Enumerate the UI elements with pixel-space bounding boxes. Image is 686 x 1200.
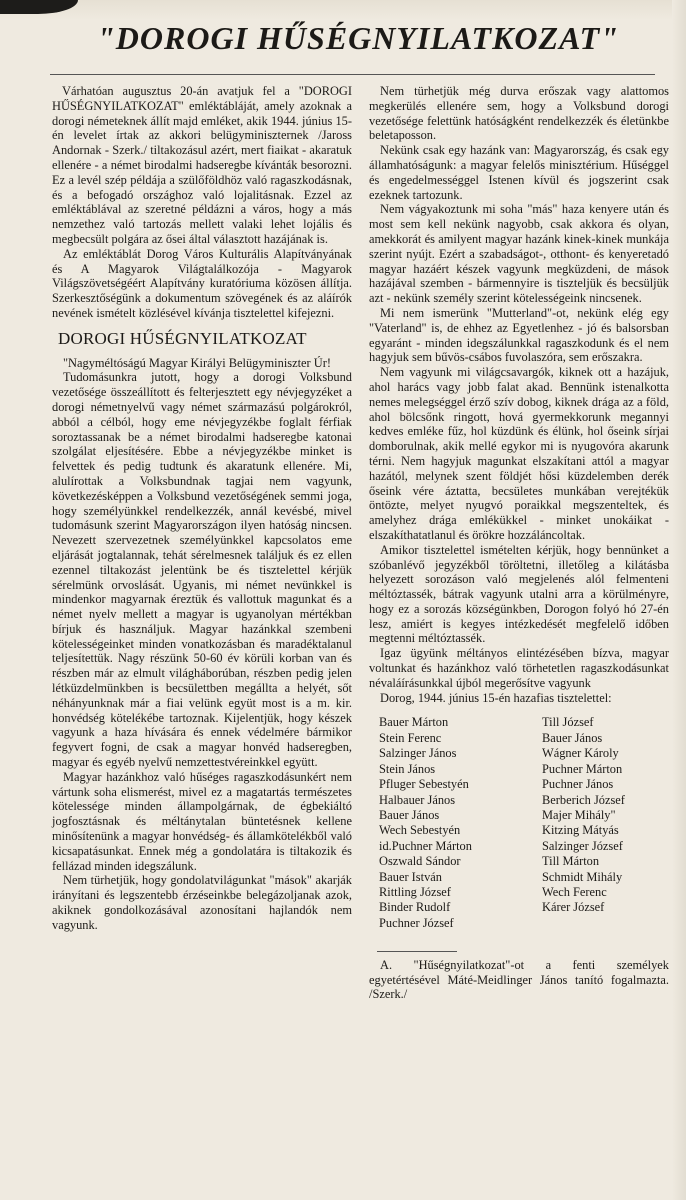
signatory-name: Wech Ferenc: [542, 884, 607, 899]
signatory-name: Bauer Márton: [379, 715, 449, 730]
footnote-rule: [377, 951, 457, 952]
signatory-name: Rittling József: [379, 884, 451, 899]
signatory-name: Kárer József: [542, 900, 605, 915]
left-column: [52, 84, 352, 933]
letter-closing: Dorog, 1944. június 15-én hazafias tisztelettel:: [380, 690, 612, 705]
signatory-list: [379, 715, 669, 931]
letter-paragraph: Amikor tisztelettel ismételten kérjük, hogy bennünket a szóbanlévő jegyzékből töröltetni, illetőleg a kilátásba helyezett sorozáson való megjelenés alól felmenteni méltóztassék, bátrak vagyunk utalni arra a körülményre, hogy ez a sorozás községünkben, Dorogon folyó hó 27-én lesz, amiért is kegyes intézkedését megfelelő időben megtenni méltóztassék.: [369, 542, 669, 646]
letter-paragraph: Igaz ügyünk méltányos elintézésében bízva, magyar voltunkat és hazánkhoz való törhetetlen ragaszkodásunkat névaláírásunkkal újból megerősítve vagyunk: [369, 646, 669, 690]
signatory-name: Kitzing Mátyás: [542, 823, 619, 838]
signatory-name: Wech Sebestyén: [379, 823, 461, 838]
signatory-name: Puchner József: [379, 915, 454, 930]
signatory-name: Stein Ferenc: [379, 730, 442, 745]
letter-paragraph: Nem türhetjük még durva erőszak vagy alattomos megkerülés ellenére sem, hogy a Volksbund dorogi vezetősége felettünk hatóságként rendelkezzék és életünkbe beletaposson.: [369, 84, 669, 143]
signatory-column-right: [542, 715, 686, 931]
signatory-name: Oszwald Sándor: [379, 854, 461, 869]
signatory-name: Bauer János: [542, 730, 603, 745]
letter-paragraph: Tudomásunkra jutott, hogy a dorogi Volksbund vezetősége összeállított és felterjesztett egy névjegyzéket a dorogi németnyelvű vagy német származású polgárokról, abból a célból, hogy eme névjegyzékbe foglalt férfiak soroztassanak be a német birodalmi hadseregbe katonai szolgálat eljesítésére. Ebbe a névjegyzékbe minket is felvettek és pedig tudtunk és akaratunk ellenére. Mi, alulírottak a Volksbundnak tagjai nem vagyunk, következésképpen a Volksbund vezetőségének semmi joga, hogy személyünkkel rendelkezzék, annál kevésbé, mivel tudomásunk szerint Magyarországon ilyen hatóság nincsen. Nevezett szervezetnek személyünkkel kapcsolatos eme eljárását jogtalannak, tehát sérelmesnek találjuk és ez ellen ezennel tiltakozást jelentünk be és tisztelettel kérjük sérelmünk orvoslását. Ugyanis, mi német nevünkkel is mindenkor magyarnak éreztük és vallottuk magunkat és a német nyelv mellett a magyar is ugyanolyan mértékban bírjuk és használjuk. Magyar hazánkkal szembeni kötelességeinket minden vonatkozásban és maradéktalanul teljesítettük. Nagy részünk 50-60 év körüli korban van és részben már az elmult világháborúban, részben pedig jelen létküzdelmünkben is becsülettben megállta a helyét, sőt néhányunknak már a fiai velünk együt most is a m. kir. honvédség kötelékébe tartoznak. Kijelentjük, hogy készek vagyunk a haza hívására és ennek védelmére bármikor fegyvert fogni, de csak a magyar honvéd hadseregben, magyar és egyéb nyelvű nemzettestvéreinkkel együtt.: [52, 370, 352, 770]
page-edge-shadow: [672, 0, 686, 1200]
letter-paragraph: Nem vágyakoztunk mi soha "más" haza kenyere után és most sem kell nekünk nagyobb, csak akkora és olyan, amekkorát és amilyent magyar hazánk kinek-kinek munkája szerint nyújt. Ezért a szabadságot-, otthont- és kenyeretadó magyar hazáért készek vagyunk megküzdeni, de mások hazájával szemben - bármennyire is tiszteljük és becsüljük azt - nekünk személy szerint kötelességeink nincsenek.: [369, 202, 669, 306]
letter-paragraph: Mi nem ismerünk "Mutterland"-ot, nekünk elég egy "Vaterland" is, de ehhez az Egyetlenhez - jó és balsorsban egyaránt - minden idegszálunkkal ragaszkodunk és el nem hagyjuk sem bűvös-csábos fuvolaszóra, sem erőszakra.: [369, 305, 669, 365]
signatory-name: Salzinger János: [379, 746, 457, 761]
signatory-name: Majer Mihály": [542, 807, 616, 822]
section-heading: DOROGI HŰSÉGNYILATKOZAT: [58, 328, 307, 348]
signatory-name: Salzinger József: [542, 838, 623, 853]
signatory-name: id.Puchner Márton: [379, 838, 472, 853]
signatory-name: Binder Rudolf: [379, 900, 451, 915]
signatory-name: Puchner Márton: [542, 761, 623, 776]
title-rule: [50, 74, 655, 75]
signatory-name: Bauer István: [379, 869, 442, 884]
intro-paragraph: Az emléktáblát Dorog Város Kulturális Alapítványának és A Magyarok Világtalálkozója - Magyarok Világszövetségéért Alapítvány kuratóriuma közösen állítja. Szerkesztőségünk a dokumentum szövegének és az aláírók nevének ismételt közlésével kívánja tisztelettel kifejezni.: [52, 246, 352, 320]
previous-page-bleed: [0, 0, 686, 20]
signatory-name: Halbauer János: [379, 792, 456, 807]
signatory-name: Wágner Károly: [542, 746, 619, 761]
intro-paragraph: Várhatóan augusztus 20-án avatjuk fel a "DOROGI HŰSÉGNYILATKOZAT" emléktábláját, amely azoknak a dorogi németeknek állít majd emléket, akik 1944. június 15-én levelet írtak az akkori belügyminiszternek /Jaross Andornak - Szerk./ tiltakozásul azért, mert fiaikat - akaratuk ellenére - a német birodalmi hadseregbe kívánták besorozni. Ez a levél szép példája a szülőföldhöz való ragaszkodásnak, és a befogadó országhoz való lojalitásnak. Ezzel az emléktáblával az szeretné példázni a város, hogy a más nemzethez való tartozás mellett valaki lehet lojális és megbecsült polgára az ősei által választott hazájának is.: [52, 84, 352, 246]
signatory-name: Schmidt Mihály: [542, 869, 623, 884]
page-title: "DOROGI HŰSÉGNYILATKOZAT": [97, 20, 619, 56]
letter-salutation: "Nagyméltóságú Magyar Királyi Belügyminiszter Úr!: [63, 355, 331, 370]
letter-paragraph: Magyar hazánkhoz való hűséges ragaszkodásunkért nem vártunk soha elismerést, mivel ez a magatartás természetes kötelessége minden állampolgárnak, de égbekiáltó jogfosztásnak és méltánytalan büntetésnek kellene minősítenünk a magyar honvédség- és államkötelékből való kicsapatásunkat. Ennek még a gondolatára is tiltakozik és fellázad minden idegszálunk.: [52, 769, 352, 873]
right-column: [369, 84, 669, 1002]
signatory-column-left: [379, 715, 542, 931]
signatory-name: Bauer János: [379, 807, 440, 822]
signatory-name: Pfluger Sebestyén: [379, 777, 469, 792]
letter-paragraph: Nekünk csak egy hazánk van: Magyarország, és csak egy államhatóságunk: a magyar felelős minisztérium. Hűséggel és engedelmességgel Istenen kívül és jogszerint csak ezeknek tartozunk.: [369, 143, 669, 202]
letter-paragraph: Nem vagyunk mi világcsavargók, kiknek ott a hazájuk, ahol harács vagy jobb falat akad. Bennünk istenalkotta nemes melegséggel érző szív dobog, kiknek drága az a föld, ahol bölcsőnk ringott, hová gyermekkorunk megannyi kedves emléke fűz, hol küzdünk és élünk, hol őseink sírjai domborulnak, akik mellé egykor mi is nyugovóra akarunk térni. Nem hagyjuk magunkat elszakítani attól a magyar hazától, melynek szent földjét hősi küzdelemben derék őseink vére áztatta, becsületes munkában verejtékük öntözte, melyet nyugvó poraikkal megszenteltek, és amelyhez drága emlékükkel - minket unokáikat -elszakíthatatlanul és örökre hozzáláncoltak.: [369, 365, 669, 542]
signatory-name: Stein János: [379, 761, 436, 776]
signatory-name: Puchner János: [542, 777, 614, 792]
signatory-name: Berberich József: [542, 792, 625, 807]
signatory-name: Till Márton: [542, 854, 600, 869]
signatory-name: Till József: [542, 715, 594, 730]
letter-paragraph: Nem türhetjük, hogy gondolatvilágunkat "mások" akarják irányítani és legszentebb érzéseinkbe belegázoljanak azok, akiknek gondolkozásával azonosítani hajlandók nem vagyunk.: [52, 873, 352, 932]
editor-footnote: A. "Hűségnyilatkozat"-ot a fenti személyek egyetértésével Máté-Meidlinger János tanító fogalmazta. /Szerk./: [369, 958, 669, 1002]
